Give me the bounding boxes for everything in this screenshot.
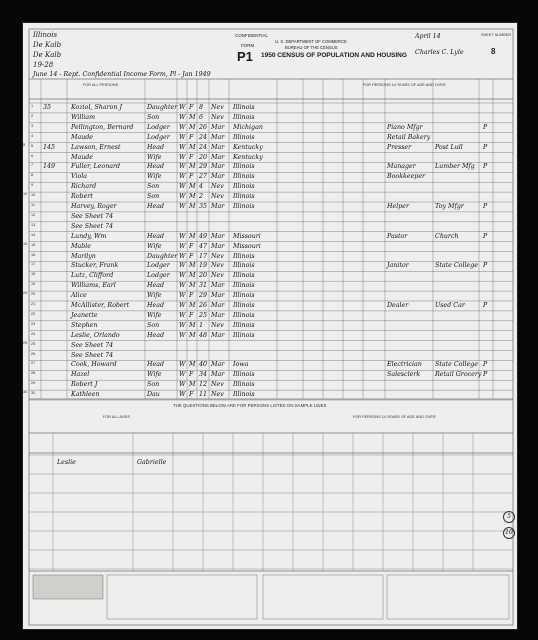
cell-line: 25: [31, 341, 36, 346]
cell-industry: Post Lull: [435, 143, 463, 151]
cell-race: W: [179, 252, 186, 260]
cell-birthplace: Illinois: [233, 203, 255, 210]
cell-line: 14: [31, 232, 36, 237]
cell-sex: F: [189, 173, 194, 181]
cell-sex: M: [189, 262, 196, 270]
cell-age: 20: [199, 272, 208, 280]
cell-birthplace: Kentucky: [233, 153, 263, 161]
cell-name: Robert J: [71, 381, 98, 389]
cell-house: 149: [43, 163, 56, 171]
cell-sex: F: [189, 242, 194, 250]
form-number: P1: [237, 49, 253, 64]
cell-name: Hazel: [71, 371, 90, 379]
for-14-over-header: FOR PERSONS 14 YEARS OF AGE AND OVER: [363, 83, 446, 87]
cell-race: W: [179, 133, 186, 141]
cell-name: Richard: [71, 183, 97, 191]
cell-age: 34: [199, 371, 208, 379]
confidential-label: CONFIDENTIAL: [235, 33, 269, 38]
cell-race: W: [179, 321, 186, 329]
cell-birthplace: Illinois: [233, 262, 255, 270]
cell-line: 12: [31, 212, 36, 217]
cell-rel: Wife: [147, 173, 162, 181]
cell-marital: Nev: [211, 104, 224, 111]
cell-name: McAllister, Robert: [71, 302, 130, 309]
cell-birthplace: Illinois: [233, 282, 255, 290]
cell-age: 49: [199, 232, 208, 240]
cell-age: 17: [199, 252, 208, 260]
cell-age: 29: [199, 163, 208, 171]
cell-line: 23: [31, 321, 36, 326]
form-label: FORM: [241, 43, 255, 48]
cell-sex: F: [189, 391, 194, 399]
cell-marital: Mar: [211, 173, 225, 181]
cell-line: 11: [31, 203, 35, 207]
cell-rel: Son: [147, 113, 160, 121]
cell-occupation: Janitor: [387, 262, 409, 270]
cell-line: 22: [31, 311, 36, 316]
cell-line: 6: [31, 153, 34, 158]
cell-line: 16: [31, 252, 36, 257]
cell-rel: Wife: [147, 292, 162, 300]
cell-age: 2: [199, 193, 204, 201]
cell-race: W: [179, 123, 186, 131]
cell-race: W: [179, 361, 186, 369]
cell-rel: Head: [147, 331, 165, 339]
cell-rel: Head: [147, 163, 165, 171]
cell-sex: M: [189, 331, 196, 339]
cell-sex: M: [189, 163, 196, 171]
cell-birthplace: Illinois: [233, 331, 255, 339]
sample-birth: Gabrielle: [137, 459, 167, 466]
cell-marital: Nev: [211, 321, 224, 329]
cell-birthplace: Illinois: [233, 104, 255, 111]
cell-birthplace: Illinois: [233, 311, 255, 319]
cell-industry: Church: [435, 232, 459, 240]
cell-name: Lawson, Ernest: [71, 143, 121, 151]
cell-line: 19: [31, 282, 36, 287]
cell-line: 4: [31, 133, 34, 138]
cell-marital: Mar: [211, 371, 225, 379]
cell-age: 29: [199, 292, 208, 300]
for-all-ages-header: FOR ALL AGES: [103, 415, 130, 419]
cell-line: 27: [31, 361, 36, 366]
cell-sex: M: [189, 183, 196, 191]
cell-line: 17: [31, 262, 36, 267]
cell-race: W: [179, 104, 186, 111]
cell-birthplace: Illinois: [233, 113, 255, 121]
cell-marital: Nev: [211, 252, 224, 260]
cell-rel: Wife: [147, 153, 162, 161]
cell-sex: F: [189, 311, 194, 319]
cell-rel: Dau: [147, 391, 160, 399]
cell-marital: Nev: [211, 113, 224, 121]
state-value: Illinois: [33, 31, 58, 39]
cell-marital: Mar: [211, 203, 225, 210]
cell-house: 35: [43, 104, 52, 111]
cell-birthplace: Kentucky: [233, 143, 263, 151]
cell-rel: Lodger: [147, 123, 170, 131]
cell-occupation: Helper: [387, 203, 409, 210]
margin-mark: 5: [23, 142, 26, 147]
cell-occupation: Pastor: [387, 232, 408, 240]
cell-line: 26: [31, 351, 36, 356]
cell-age: 47: [199, 242, 208, 250]
enumerator-name: Charles C. Lyle: [415, 49, 464, 56]
cell-age: 4: [199, 183, 204, 191]
cell-birthplace: Illinois: [233, 173, 255, 181]
cell-sex: M: [189, 302, 196, 309]
cell-name: Lutz, Clifford: [71, 272, 114, 280]
cell-line: 21: [31, 302, 36, 306]
cell-sex: M: [189, 272, 196, 280]
cell-line: 24: [31, 331, 36, 336]
cell-race: W: [179, 232, 186, 240]
cell-name: Stucker, Frank: [71, 262, 119, 270]
cell-name: Viola: [71, 173, 88, 181]
cell-rel: Son: [147, 193, 160, 201]
cell-code: P: [483, 302, 488, 309]
cell-industry: Lumber Mfg: [435, 163, 475, 171]
cell-marital: Mar: [211, 232, 225, 240]
cell-occupation: Piano Mfgr: [387, 123, 423, 131]
cell-line: 29: [31, 381, 36, 386]
cell-rel: Head: [147, 302, 165, 309]
for-14-over-lower-header: FOR PERSONS 14 YEARS OF AGE AND OVER: [353, 415, 436, 419]
cell-birthplace: Illinois: [233, 193, 255, 201]
cell-name: Maude: [71, 153, 94, 161]
cell-age: 1: [199, 321, 204, 329]
cell-marital: Mar: [211, 123, 225, 131]
cell-code: P: [483, 123, 488, 131]
cell-marital: Nev: [211, 272, 224, 280]
note-line: June 14 - Rept. Confidential Income Form, Pl - Jan 1949: [33, 71, 211, 78]
cell-age: 19: [199, 262, 208, 270]
cell-sex: M: [189, 203, 196, 210]
cell-name: William: [71, 113, 96, 121]
cell-name: Stephen: [71, 321, 98, 329]
cell-name: See Sheet 74: [71, 341, 114, 349]
cell-occupation: Electrician: [387, 361, 422, 369]
cell-race: W: [179, 113, 186, 121]
cell-name: Mable: [71, 242, 91, 250]
cell-code: P: [483, 371, 488, 379]
cell-line: 3: [31, 123, 34, 128]
cell-sex: M: [189, 193, 196, 201]
margin-mark: 20: [23, 291, 28, 296]
cell-sex: F: [189, 153, 194, 161]
cell-name: Jeanette: [71, 311, 98, 319]
cell-occupation: Salesclerk: [387, 371, 421, 379]
cell-name: Fuller, Leonard: [71, 163, 121, 171]
cell-rel: Lodger: [147, 133, 170, 141]
enumeration-date: April 14: [415, 33, 441, 40]
ed-value: 19-28: [33, 61, 54, 69]
cell-birthplace: Illinois: [233, 183, 255, 191]
cell-occupation: Presser: [387, 143, 412, 151]
sheet-number-label: SHEET NUMBER: [481, 33, 512, 37]
margin-mark: 10: [23, 192, 28, 197]
cell-race: W: [179, 331, 186, 339]
cell-birthplace: Illinois: [233, 252, 255, 260]
cell-rel: Daughter: [147, 104, 178, 111]
cell-industry: Retail Grocery: [435, 371, 482, 379]
cell-age: 24: [199, 143, 208, 151]
cell-age: 26: [199, 302, 208, 309]
sample-name: Leslie: [57, 459, 76, 466]
cell-birthplace: Illinois: [233, 292, 255, 300]
cell-name: Pellington, Bernard: [71, 123, 134, 131]
cell-name: Kathleen: [71, 391, 100, 399]
cell-sex: M: [189, 123, 196, 131]
cell-line: 9: [31, 183, 34, 188]
cell-industry: Toy Mfgr: [435, 203, 464, 210]
cell-sex: F: [189, 252, 194, 260]
cell-race: W: [179, 272, 186, 280]
cell-marital: Mar: [211, 143, 225, 151]
cell-birthplace: Illinois: [233, 371, 255, 379]
cell-code: P: [483, 232, 488, 240]
cell-code: P: [483, 163, 488, 171]
cell-race: W: [179, 302, 186, 309]
cell-rel: Lodger: [147, 272, 170, 280]
cell-age: 8: [199, 104, 204, 111]
cell-rel: Wife: [147, 371, 162, 379]
cell-marital: Mar: [211, 311, 225, 319]
cell-age: 48: [199, 331, 208, 339]
cell-line: 20: [31, 292, 36, 297]
cell-rel: Head: [147, 282, 165, 290]
cell-marital: Mar: [211, 302, 225, 309]
cell-name: See Sheet 74: [71, 222, 114, 230]
cell-birthplace: Illinois: [233, 381, 255, 389]
cell-line: 5: [31, 143, 34, 148]
cell-industry: State College: [435, 361, 478, 369]
cell-rel: Son: [147, 183, 160, 191]
cell-name: See Sheet 74: [71, 351, 114, 359]
cell-name: Harvey, Roger: [71, 203, 117, 210]
cell-marital: Mar: [211, 242, 225, 250]
cell-marital: Nev: [211, 193, 224, 201]
cell-marital: Mar: [211, 331, 225, 339]
cell-sex: M: [189, 321, 196, 329]
cell-age: 11: [199, 391, 208, 399]
cell-code: P: [483, 143, 488, 151]
census-title: 1950 CENSUS OF POPULATION AND HOUSING: [261, 52, 407, 59]
census-sheet: [22, 22, 518, 630]
cell-sex: F: [189, 371, 194, 379]
cell-marital: Nev: [211, 381, 224, 389]
cell-birthplace: Illinois: [233, 163, 255, 171]
cell-race: W: [179, 311, 186, 319]
cell-occupation: Dealer: [387, 302, 409, 309]
cell-name: Lundy, Wm: [71, 232, 107, 240]
cell-line: 10: [31, 193, 36, 198]
cell-industry: Used Car: [435, 302, 465, 309]
cell-age: 40: [199, 361, 208, 369]
cell-age: 6: [199, 113, 204, 121]
cell-birthplace: Illinois: [233, 272, 255, 280]
margin-mark: 30: [23, 390, 28, 395]
cell-rel: Head: [147, 143, 165, 151]
cell-sex: M: [189, 113, 196, 121]
cell-race: W: [179, 381, 186, 389]
cell-line: 18: [31, 272, 36, 277]
cell-race: W: [179, 282, 186, 290]
cell-marital: Mar: [211, 133, 225, 141]
cell-birthplace: Illinois: [233, 321, 255, 329]
cell-name: Williams, Earl: [71, 282, 116, 290]
cell-race: W: [179, 391, 186, 399]
cell-occupation: Bookkeeper: [387, 173, 426, 181]
cell-sex: M: [189, 143, 196, 151]
cell-occupation: Manager: [387, 163, 416, 171]
cell-code: P: [483, 262, 488, 270]
cell-rel: Son: [147, 321, 160, 329]
cell-marital: Mar: [211, 163, 225, 171]
cell-race: W: [179, 371, 186, 379]
cell-age: 26: [199, 123, 208, 131]
cell-name: Cook, Howard: [71, 361, 117, 369]
dept-label: U. S. DEPARTMENT OF COMMERCE: [275, 39, 347, 44]
cell-birthplace: Michigan: [233, 123, 263, 131]
cell-code: P: [483, 361, 488, 369]
county-value: De Kalb: [33, 41, 62, 49]
cell-age: 20: [199, 153, 208, 161]
cell-race: W: [179, 173, 186, 181]
cell-rel: Lodger: [147, 262, 170, 270]
cell-occupation: Retail Bakery: [387, 133, 431, 141]
cell-birthplace: Illinois: [233, 302, 255, 309]
cell-house: 145: [43, 143, 56, 151]
place-value: De Kalb: [33, 51, 62, 59]
cell-line: 28: [31, 371, 36, 376]
cell-birthplace: Iowa: [233, 361, 249, 369]
cell-rel: Wife: [147, 242, 162, 250]
cell-birthplace: Illinois: [233, 133, 255, 141]
cell-sex: M: [189, 381, 196, 389]
cell-marital: Nev: [211, 262, 224, 270]
cell-name: See Sheet 74: [71, 212, 114, 220]
cell-race: W: [179, 292, 186, 300]
cell-sex: M: [189, 282, 196, 290]
circled-mark: 10: [503, 527, 515, 539]
cell-name: Marilyn: [71, 252, 96, 260]
cell-race: W: [179, 242, 186, 250]
for-all-persons-header: FOR ALL PERSONS: [83, 83, 119, 87]
margin-mark: 25: [23, 340, 28, 345]
cell-rel: Head: [147, 361, 165, 369]
cell-age: 12: [199, 381, 208, 389]
cell-sex: M: [189, 361, 196, 369]
sample-header: THE QUESTIONS BELOW ARE FOR PERSONS LISTED ON SAMPLE LINES: [173, 403, 327, 408]
cell-name: Leslie, Orlando: [71, 331, 120, 339]
sheet-number: 8: [491, 47, 496, 56]
cell-sex: F: [189, 292, 194, 300]
cell-age: 31: [199, 282, 208, 290]
cell-marital: Mar: [211, 153, 225, 161]
cell-line: 15: [31, 242, 36, 247]
cell-name: Koziol, Sharon J: [71, 104, 122, 111]
cell-line: 30: [31, 391, 36, 396]
cell-age: 24: [199, 133, 208, 141]
cell-race: W: [179, 193, 186, 201]
cell-rel: Wife: [147, 311, 162, 319]
cell-marital: Nev: [211, 391, 224, 399]
cell-marital: Mar: [211, 292, 225, 300]
cell-rel: Head: [147, 203, 165, 210]
cell-marital: Mar: [211, 361, 225, 369]
cell-name: Robert: [71, 193, 93, 201]
cell-line: 1: [31, 104, 34, 108]
cell-name: Alice: [71, 292, 87, 300]
circled-mark: 5: [503, 511, 515, 523]
cell-birthplace: Missouri: [233, 232, 261, 240]
cell-age: 27: [199, 173, 208, 181]
cell-sex: F: [189, 104, 194, 111]
cell-age: 35: [199, 203, 208, 210]
cell-line: 2: [31, 113, 34, 118]
cell-code: P: [483, 203, 488, 210]
cell-line: 7: [31, 163, 34, 168]
cell-race: W: [179, 143, 186, 151]
cell-sex: F: [189, 133, 194, 141]
cell-industry: State College: [435, 262, 478, 270]
cell-birthplace: Missouri: [233, 242, 261, 250]
cell-race: W: [179, 262, 186, 270]
cell-marital: Mar: [211, 282, 225, 290]
cell-rel: Head: [147, 232, 165, 240]
cell-rel: Son: [147, 381, 160, 389]
cell-line: 8: [31, 173, 34, 178]
cell-marital: Nev: [211, 183, 224, 191]
bureau-label: BUREAU OF THE CENSUS: [285, 45, 338, 50]
cell-rel: Daughter: [147, 252, 178, 260]
cell-line: 13: [31, 222, 36, 227]
cell-race: W: [179, 153, 186, 161]
cell-race: W: [179, 203, 186, 210]
cell-race: W: [179, 183, 186, 191]
cell-sex: M: [189, 232, 196, 240]
cell-age: 25: [199, 311, 208, 319]
cell-race: W: [179, 163, 186, 171]
cell-name: Maude: [71, 133, 94, 141]
cell-birthplace: Illinois: [233, 391, 255, 399]
margin-mark: 15: [23, 241, 28, 246]
